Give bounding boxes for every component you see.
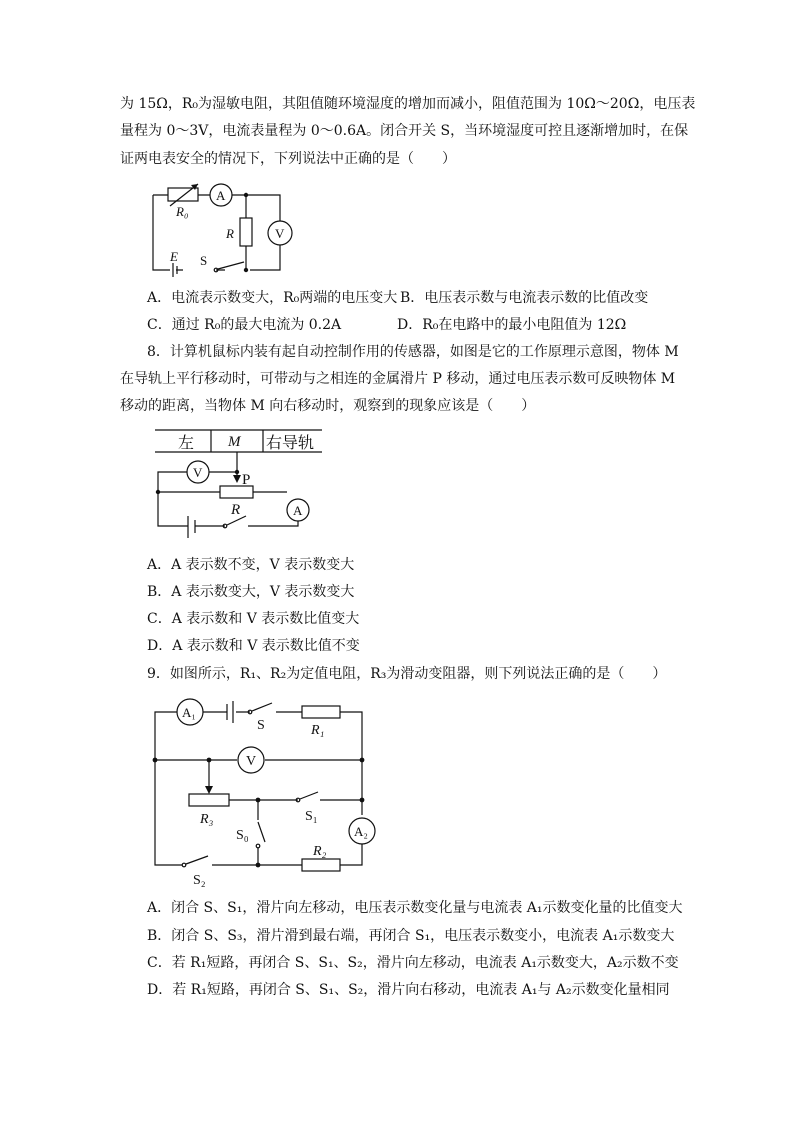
q7-stem-line-3: 证两电表安全的情况下，下列说法中正确的是（ ）: [120, 151, 456, 167]
q7-r-label: R: [226, 226, 234, 241]
q7-option-a: A．电流表示数变大，R₀两端的电压变大: [147, 290, 398, 306]
q8-m-label: M: [228, 434, 241, 450]
q7-s-label: S: [200, 253, 208, 268]
q9-s0-label: S₀: [236, 828, 249, 843]
q8-p-label: P: [242, 472, 251, 488]
q7-option-c: C．通过 R₀的最大电流为 0.2A: [147, 317, 342, 333]
q9-s1-label: S₁: [305, 809, 318, 824]
q7-stem-line-1: 为 15Ω，R₀为湿敏电阻，其阻值随环境湿度的增加而减小，阻值范围为 10Ω～20Ω，电压表: [120, 96, 696, 112]
q8-option-b: B．A 表示数变大，V 表示数变大: [147, 584, 355, 600]
q7-option-b: B．电压表示数与电流表示数的比值改变: [400, 290, 649, 306]
q7-stem-line-2: 量程为 0～3V，电流表量程为 0～0.6A。闭合开关 S，当环境湿度可控且逐渐增加时，在保: [120, 123, 689, 139]
q8-stem-line-3: 移动的距离，当物体 M 向右移动时，观察到的现象应该是（ ）: [120, 398, 536, 414]
q9-option-b: B．闭合 S、S₃，滑片滑到最右端，再闭合 S₁，电压表示数变小，电流表 A₁示数变大: [147, 928, 675, 944]
q8-voltmeter-label: V: [193, 465, 203, 480]
q9-s-label: S: [257, 718, 265, 733]
q7-e-label: E: [170, 249, 178, 264]
q8-ammeter-label: A: [293, 503, 303, 518]
q8-r-label: R: [231, 502, 241, 518]
q8-left-label: 左: [178, 435, 195, 452]
q9-r3-label: R₃: [200, 812, 214, 827]
q8-right-label: 右导轨: [266, 435, 315, 452]
q7-voltmeter-label: V: [275, 226, 285, 241]
q9-option-a: A．闭合 S、S₁，滑片向左移动，电压表示数变化量与电流表 A₁示数变化量的比值变大: [147, 900, 683, 916]
q9-s2-label: S₂: [193, 873, 206, 888]
q9-a1-label: A₁: [182, 705, 196, 720]
q7-option-d: D．R₀在电路中的最小电阻值为 12Ω: [397, 317, 627, 333]
q7-r0-label: R₀: [176, 204, 189, 219]
q9-r1-resistor: [302, 706, 340, 718]
q9-a2-label: A₂: [354, 824, 368, 839]
q8-option-c: C．A 表示数和 V 表示数比值变大: [147, 611, 360, 627]
q8-option-d: D．A 表示数和 V 表示数比值不变: [147, 638, 360, 654]
q9-r2-label: R₂: [313, 844, 327, 859]
q7-ammeter-label: A: [216, 188, 226, 203]
q8-option-a: A．A 表示数不变，V 表示数变大: [147, 557, 355, 573]
q9-r2-resistor: [302, 859, 340, 871]
q8-stem-line-2: 在导轨上平行移动时，可带动与之相连的金属滑片 P 移动，通过电压表示数可反映物体 M: [120, 371, 676, 387]
q9-option-d: D．若 R₁短路，再闭合 S、S₁、S₂，滑片向右移动，电流表 A₁与 A₂示数变化量相同: [147, 982, 670, 998]
q9-r1-label: R₁: [311, 723, 325, 738]
q9-option-c: C．若 R₁短路，再闭合 S、S₁、S₂，滑片向左移动，电流表 A₁示数变大，A₂示数不变: [147, 955, 679, 971]
q9-v-label: V: [246, 754, 257, 769]
q9-stem: 9．如图所示，R₁、R₂为定值电阻，R₃为滑动变阻器，则下列说法正确的是（ ）: [147, 666, 667, 682]
q8-stem-line-1: 8．计算机鼠标内装有起自动控制作用的传感器，如图是它的工作原理示意图，物体 M: [147, 344, 679, 360]
q9-r3-resistor: [189, 794, 229, 806]
